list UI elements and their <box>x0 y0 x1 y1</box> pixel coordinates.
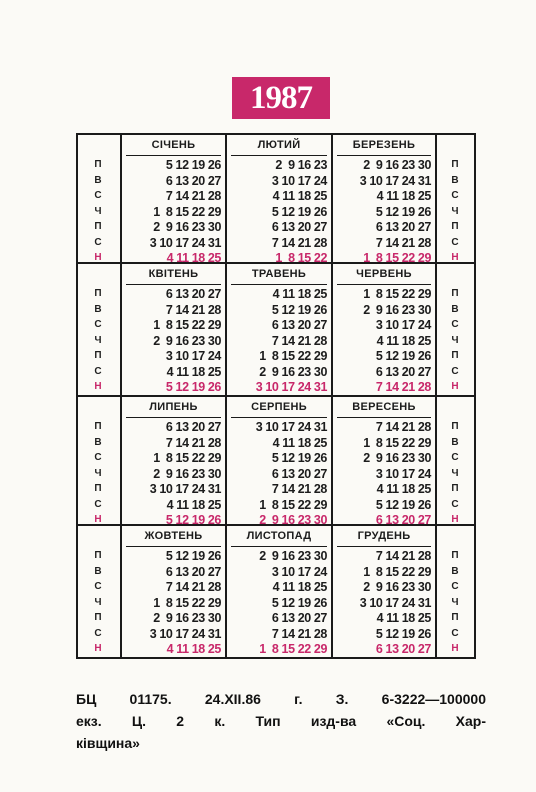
week-row: 5 12 19 26 <box>271 451 327 465</box>
week-row: 4 11 18 25 <box>272 580 327 594</box>
week-row: 3 10 17 24 31 <box>255 420 327 434</box>
week-row: 5 12 19 26 <box>375 497 431 512</box>
week-row: 1 8 15 22 29 <box>259 497 327 512</box>
weekday-letter: С <box>94 498 102 510</box>
weekday-letter: С <box>94 190 102 201</box>
sunday-row: 7 14 21 28 <box>375 380 431 394</box>
week-row: 6 13 20 27 <box>165 173 221 188</box>
sunday-row: 6 13 20 27 <box>375 642 431 656</box>
divider <box>337 417 431 418</box>
weekday-letter: С <box>94 319 102 330</box>
week-row: 7 14 21 28 <box>165 580 221 594</box>
day-letters-right <box>437 157 473 266</box>
weekday-letter: В <box>94 174 102 186</box>
sunday-row: 5 12 19 26 <box>165 380 221 394</box>
weekday-letter: Ч <box>94 596 102 608</box>
week-row: 7 14 21 28 <box>165 302 221 317</box>
week-row: 6 13 20 27 <box>271 220 327 234</box>
week-row: 4 11 18 25 <box>376 189 431 203</box>
week-row: 3 10 17 24 31 <box>359 173 431 188</box>
sunday-row: 5 12 19 26 <box>165 513 221 527</box>
weekday-letter: П <box>451 350 459 361</box>
month-name: СІЧЕНЬ <box>151 139 196 151</box>
month-name: БЕРЕЗЕНЬ <box>352 139 416 151</box>
weekday-letter: Ч <box>451 467 459 479</box>
weekday-letter: С <box>451 627 459 639</box>
week-row: 7 14 21 28 <box>165 189 221 203</box>
weekday-letter: С <box>94 236 102 248</box>
month-name: ЛИСТОПАД <box>246 530 312 542</box>
month-name: ГРУДЕНЬ <box>357 530 411 542</box>
week-row: 5 12 19 26 <box>375 349 431 363</box>
week-row: 6 13 20 27 <box>375 220 431 234</box>
week-row: 2 9 16 23 30 <box>259 549 327 563</box>
week-row: 5 12 19 26 <box>271 302 327 317</box>
week-row: 2 9 16 23 <box>275 158 327 172</box>
weekday-letter: В <box>451 174 459 186</box>
weekday-letter: С <box>451 236 459 248</box>
weekday-letter: П <box>451 221 459 232</box>
weekday-letter: С <box>94 581 102 592</box>
week-row: 2 9 16 23 30 <box>363 451 431 465</box>
divider <box>231 546 327 547</box>
day-letters-right <box>437 286 473 395</box>
week-row: 2 9 16 23 30 <box>259 364 327 379</box>
weekday-letter: Н <box>451 381 459 392</box>
sunday-row: 1 8 15 22 <box>275 251 327 265</box>
sunday-row: 3 10 17 24 31 <box>255 380 327 394</box>
week-row: 6 13 20 27 <box>165 287 221 301</box>
weekday-letter: Н <box>451 252 459 263</box>
week-row: 5 12 19 26 <box>271 204 327 219</box>
sunday-row: 2 9 16 23 30 <box>259 513 327 527</box>
day-letters-left <box>80 286 116 395</box>
divider <box>126 546 221 547</box>
weekday-letter: Н <box>94 643 102 654</box>
weekday-letter: П <box>451 550 459 561</box>
week-row: 3 10 17 24 <box>375 318 431 332</box>
week-row: 7 14 21 28 <box>271 235 327 250</box>
weekday-letter: С <box>451 498 459 510</box>
day-letters-left <box>80 419 116 528</box>
week-row: 4 11 18 25 <box>166 364 221 379</box>
week-row: 2 9 16 23 30 <box>153 466 221 481</box>
divider <box>231 417 327 418</box>
weekday-letter: В <box>451 565 459 577</box>
day-letters-right <box>437 548 473 657</box>
week-row: 1 8 15 22 29 <box>153 451 221 465</box>
weekday-letter: Н <box>94 514 102 525</box>
weekday-letter: Н <box>451 514 459 525</box>
divider <box>337 546 431 547</box>
week-row: 7 14 21 28 <box>375 235 431 250</box>
week-row: 6 13 20 27 <box>165 420 221 434</box>
week-row: 1 8 15 22 29 <box>363 564 431 579</box>
week-row: 4 11 18 25 <box>166 497 221 512</box>
sunday-row: 4 11 18 25 <box>166 642 221 656</box>
week-row: 6 13 20 27 <box>271 611 327 625</box>
month-name: ВЕРЕСЕНЬ <box>352 401 416 413</box>
week-row: 2 9 16 23 30 <box>153 611 221 625</box>
weekday-letter: Н <box>451 643 459 654</box>
week-row: 3 10 17 24 31 <box>149 235 221 250</box>
year-badge: 1987 <box>232 77 330 119</box>
week-row: 4 11 18 25 <box>272 189 327 203</box>
weekday-letter: П <box>451 288 459 299</box>
month-name: КВІТЕНЬ <box>148 268 199 280</box>
sunday-row: 6 13 20 27 <box>375 513 431 527</box>
week-row: 7 14 21 28 <box>375 549 431 563</box>
week-row: 1 8 15 22 29 <box>153 318 221 332</box>
week-row: 3 10 17 24 <box>375 466 431 481</box>
week-row: 4 11 18 25 <box>376 482 431 496</box>
day-letters-left <box>80 548 116 657</box>
weekday-letter: П <box>451 159 459 170</box>
sunday-row: 1 8 15 22 29 <box>363 251 431 265</box>
week-row: 7 14 21 28 <box>271 333 327 348</box>
weekday-letter: Н <box>94 381 102 392</box>
week-row: 1 8 15 22 29 <box>363 435 431 450</box>
weekday-letter: Ч <box>451 596 459 608</box>
week-row: 3 10 17 24 <box>165 349 221 363</box>
divider <box>337 155 431 156</box>
week-row: 6 13 20 27 <box>375 364 431 379</box>
week-row: 2 9 16 23 30 <box>363 302 431 317</box>
weekday-letter: С <box>94 365 102 377</box>
weekday-letter: Ч <box>94 334 102 346</box>
week-row: 4 11 18 25 <box>376 333 431 348</box>
weekday-letter: В <box>94 565 102 577</box>
sunday-row: 1 8 15 22 29 <box>259 642 327 656</box>
weekday-letter: П <box>94 350 102 361</box>
weekday-letter: П <box>451 421 459 432</box>
weekday-letter: Ч <box>94 205 102 217</box>
weekday-letter: П <box>94 159 102 170</box>
day-letters-left <box>80 157 116 266</box>
weekday-letter: С <box>94 452 102 463</box>
week-row: 6 13 20 27 <box>165 564 221 579</box>
weekday-letter: В <box>94 436 102 448</box>
weekday-letter: П <box>94 288 102 299</box>
imprint-line: екз. Ц. 2 к. Тип изд-ва «Соц. Хар- <box>76 713 486 729</box>
weekday-letter: С <box>451 365 459 377</box>
weekday-letter: П <box>94 483 102 494</box>
weekday-letter: С <box>451 581 459 592</box>
weekday-letter: С <box>451 452 459 463</box>
week-row: 1 8 15 22 29 <box>153 595 221 610</box>
weekday-letter: В <box>451 436 459 448</box>
week-row: 2 9 16 23 30 <box>363 158 431 172</box>
week-row: 2 9 16 23 30 <box>153 333 221 348</box>
weekday-letter: П <box>94 612 102 623</box>
week-row: 3 10 17 24 31 <box>149 626 221 641</box>
month-name: ЛИПЕНЬ <box>149 401 198 413</box>
week-row: 7 14 21 28 <box>271 626 327 641</box>
month-name: СЕРПЕНЬ <box>251 401 307 413</box>
week-row: 7 14 21 28 <box>271 482 327 496</box>
week-row: 5 12 19 26 <box>165 549 221 563</box>
week-row: 5 12 19 26 <box>375 626 431 641</box>
divider <box>231 155 327 156</box>
weekday-letter: П <box>451 483 459 494</box>
imprint-line: БЦ 01175. 24.XII.86 г. З. 6-3222—100000 <box>76 691 486 707</box>
weekday-letter: П <box>451 612 459 623</box>
month-name: ЖОВТЕНЬ <box>144 530 203 542</box>
week-row: 5 12 19 26 <box>165 158 221 172</box>
week-row: 1 8 15 22 29 <box>259 349 327 363</box>
divider <box>126 155 221 156</box>
month-name: ТРАВЕНЬ <box>251 268 307 280</box>
week-row: 3 10 17 24 <box>271 564 327 579</box>
week-row: 3 10 17 24 31 <box>149 482 221 496</box>
week-row: 7 14 21 28 <box>165 435 221 450</box>
week-row: 1 8 15 22 29 <box>153 204 221 219</box>
weekday-letter: В <box>94 303 102 315</box>
divider <box>231 284 327 285</box>
weekday-letter: П <box>94 421 102 432</box>
print-imprint <box>76 688 486 754</box>
weekday-letter: Ч <box>451 334 459 346</box>
divider <box>126 417 221 418</box>
imprint-line: ківщина» <box>76 735 140 751</box>
week-row: 4 11 18 25 <box>376 611 431 625</box>
month-name: ЛЮТИЙ <box>257 139 301 151</box>
weekday-letter: Ч <box>94 467 102 479</box>
sunday-row: 4 11 18 25 <box>166 251 221 265</box>
divider <box>126 284 221 285</box>
week-row: 4 11 18 25 <box>272 287 327 301</box>
weekday-letter: С <box>451 319 459 330</box>
week-row: 5 12 19 26 <box>375 204 431 219</box>
week-row: 4 11 18 25 <box>272 435 327 450</box>
calendar-grid <box>76 133 476 659</box>
weekday-letter: Н <box>94 252 102 263</box>
week-row: 5 12 19 26 <box>271 595 327 610</box>
weekday-letter: В <box>451 303 459 315</box>
weekday-letter: П <box>94 550 102 561</box>
week-row: 6 13 20 27 <box>271 466 327 481</box>
month-name: ЧЕРВЕНЬ <box>356 268 412 280</box>
week-row: 1 8 15 22 29 <box>363 287 431 301</box>
weekday-letter: Ч <box>451 205 459 217</box>
weekday-letter: С <box>451 190 459 201</box>
day-letters-right <box>437 419 473 528</box>
week-row: 3 10 17 24 <box>271 173 327 188</box>
weekday-letter: П <box>94 221 102 232</box>
divider <box>337 284 431 285</box>
week-row: 3 10 17 24 31 <box>359 595 431 610</box>
week-row: 2 9 16 23 30 <box>363 580 431 594</box>
week-row: 2 9 16 23 30 <box>153 220 221 234</box>
week-row: 6 13 20 27 <box>271 318 327 332</box>
week-row: 7 14 21 28 <box>375 420 431 434</box>
weekday-letter: С <box>94 627 102 639</box>
